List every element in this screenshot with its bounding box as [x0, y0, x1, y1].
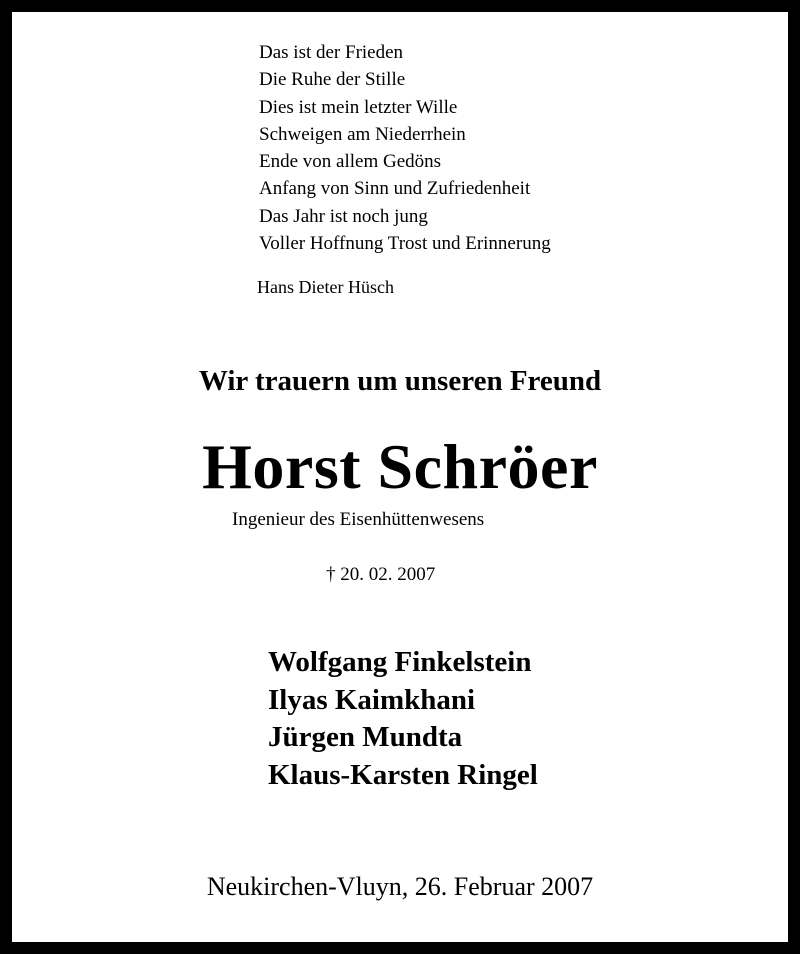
- mourner-name: Wolfgang Finkelstein: [268, 646, 532, 678]
- deceased-name: Horst Schröer: [202, 431, 598, 502]
- mourning-statement: Wir trauern um unseren Freund: [198, 365, 602, 397]
- poem-line: Ende von allem Gedöns: [259, 151, 442, 173]
- deceased-profession: Ingenieur des Eisenhüttenwesens: [232, 509, 485, 530]
- poem-line: Die Ruhe der Stille: [259, 69, 406, 91]
- poem: [259, 39, 551, 257]
- poem-line: Voller Hoffnung Trost und Erinnerung: [259, 233, 551, 255]
- poem-line: Schweigen am Niederrhein: [259, 123, 466, 145]
- mourners-list: [268, 644, 538, 794]
- mourner-name: Klaus-Karsten Ringel: [268, 758, 538, 791]
- poem-line: Das ist der Frieden: [259, 42, 404, 63]
- place-and-date: Neukirchen-Vluyn, 26. Februar 2007: [206, 872, 594, 901]
- death-date: † 20. 02. 2007: [326, 564, 436, 585]
- poem-line: Das Jahr ist noch jung: [259, 205, 428, 227]
- poem-line: Dies ist mein letzter Wille: [259, 96, 458, 118]
- mourner-name: Ilyas Kaimkhani: [268, 683, 476, 716]
- mourner-name: Jürgen Mundta: [268, 721, 463, 753]
- poem-line: Anfang von Sinn und Zufriedenheit: [259, 178, 531, 200]
- poem-author: Hans Dieter Hüsch: [257, 277, 394, 297]
